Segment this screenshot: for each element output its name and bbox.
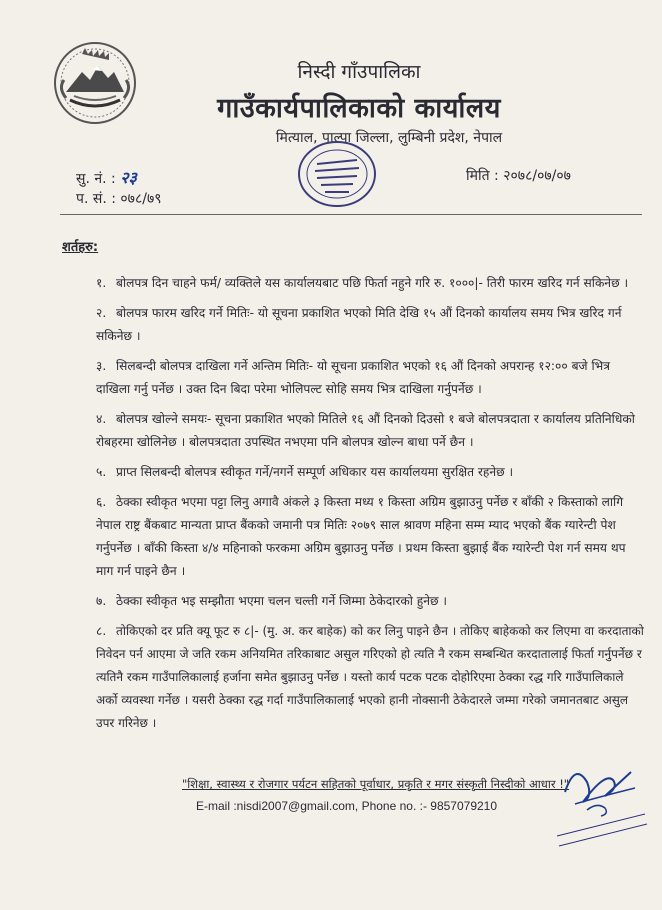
condition-item — [96, 272, 646, 295]
condition-text: ठेक्का स्वीकृत भइ सम्झौता भएमा चलन चल्ती गर्ने जिम्मा ठेकेदारको हुनेछ । — [116, 594, 448, 608]
reference-label: सु. नं. : — [76, 171, 116, 187]
condition-text: सिलबन्दी बोलपत्र दाखिला गर्ने अन्तिम मितिः- यो सूचना प्रकाशित भएको १६ औं दिनको अपरान्ह १२:०० बजे भित्र दाखिला गर्नु पर्नेछ । उक्त दिन बिदा परेमा भोलिपल्ट सोहि समय भित्र दाखिला गर्नुपर्नेछ । — [96, 359, 610, 396]
condition-number: २. — [96, 306, 107, 320]
condition-text: तोकिएको दर प्रति क्यू फूट रु ८|- (मु. अ. कर बाहेक) को कर लिनु पाइने छैन । तोकिए बाहेकको कर लिएमा वा करदाताको निवेदन पर्न आएमा जे जति रकम अनियमित तरिकाबाट असुल गरिएको हो त्यति नै रकम सम्बन्धित करदातालाई फिर्ता गर्नुपर्नेछ र त्यतिनै रकम गाउँपालिकालाई हर्जाना समेत बुझाउनु पर्नेछ । यस्तो कार्य पटक पटक दोहोरिएमा ठेक्का रद्ध गरि गाउँपालिकाले अर्को व्यवस्था गर्नेछ । यसरी ठेक्का रद्ध गर्दा गाउँपालिकालाई भएको हानी नोक्सानी ठेकेदारले जम्मा गरेको जमानतबाट असुल उपर गरिनेछ । — [96, 624, 644, 730]
condition-number: ३. — [96, 359, 107, 373]
condition-item — [96, 590, 646, 613]
condition-item — [96, 491, 646, 583]
condition-number: ७. — [96, 594, 107, 608]
date-value: २०७८/०७/०७ — [503, 168, 571, 184]
condition-text: बोलपत्र खोल्ने समयः- सूचना प्रकाशित भएको मितिले १६ औं दिनको दिउसो १ बजे बोलपत्रदाता र कार्यालय प्रतिनिधिको रोबहरमा खोलिनेछ । बोलपत्रदाता उपस्थित नभएमा पनि बोलपत्र खोल्न बाधा पर्ने छैन । — [96, 412, 635, 449]
fiscal-year — [76, 189, 162, 208]
condition-text: ठेक्का स्वीकृत भएमा पट्टा लिनु अगावै अंकले ३ किस्ता मध्य १ किस्ता अग्रिम बुझाउनु पर्नेछ र बाँकी २ किस्ताको लागि नेपाल राष्ट्र बैंकबाट मान्यता प्राप्त बैंकको जमानी पत्र मितिः २०७९ साल श्रावण महिना सम्म म्याद भएको बैंक ग्यारेन्टी पेश गर्नुपर्नेछ । बाँकी किस्ता ४/४ महिनाको फरकमा अग्रिम बुझाउनु पर्नेछ । प्रथम किस्ता बुझाई बैंक ग्यारेन्टी पेश गर्न समय थप माग गर्न पाइने छैन । — [96, 495, 626, 578]
condition-number: ८. — [96, 624, 107, 638]
condition-number: ६. — [96, 495, 107, 509]
reference-value: २३ — [120, 168, 137, 187]
condition-number: ५. — [96, 465, 107, 479]
office-stamp-icon — [295, 138, 379, 210]
contact-info: E-mail :nisdi2007@gmail.com, Phone no. :- 9857079210 — [196, 799, 498, 813]
condition-text: बोलपत्र फारम खरिद गर्ने मितिः- यो सूचना प्रकाशित भएको मिति देखि १५ औं दिनको कार्यालय समय भित्र खरिद गर्न सकिनेछ । — [96, 306, 622, 343]
fiscal-label: प. सं. : — [76, 191, 116, 207]
issue-date — [466, 166, 571, 185]
condition-number: १. — [96, 276, 107, 290]
condition-text: बोलपत्र दिन चाहने फर्म/ व्यक्तिले यस कार्यालयबाट पछि फिर्ता नहुने गरि रु. १०००|- तिरी फारम खरिद गर्न सकिनेछ । — [116, 276, 629, 290]
condition-item — [96, 302, 646, 348]
header-divider — [60, 214, 642, 215]
condition-number: ४. — [96, 412, 107, 426]
fiscal-value: ०७८/७९ — [120, 191, 162, 207]
office-address: मित्याल, पाल्पा जिल्ला, लुम्बिनी प्रदेश, नेपाल — [275, 130, 503, 146]
date-label: मिति : — [466, 168, 499, 184]
signature-icon — [535, 752, 655, 852]
condition-item — [96, 461, 646, 484]
slogan: "शिक्षा, स्वास्थ्य र रोजगार पर्यटन सहितको पूर्वाधार, प्रकृति र मगर संस्कृती निस्दीको आधार !" — [182, 777, 570, 791]
condition-item — [96, 620, 646, 735]
office-title: गाउँकार्यपालिकाको कार्यालय — [217, 93, 501, 124]
condition-text: प्राप्त सिलबन्दी बोलपत्र स्वीकृत गर्ने/नगर्ने सम्पूर्ण अधिकार यस कार्यालयमा सुरक्षित रहनेछ । — [116, 465, 514, 479]
reference-number — [76, 166, 137, 188]
conditions-list — [96, 272, 646, 742]
municipality-name: निस्दी गाँउपालिका — [297, 61, 421, 83]
condition-item — [96, 355, 646, 401]
condition-item — [96, 408, 646, 454]
conditions-title: शर्तहरु: — [62, 240, 99, 255]
